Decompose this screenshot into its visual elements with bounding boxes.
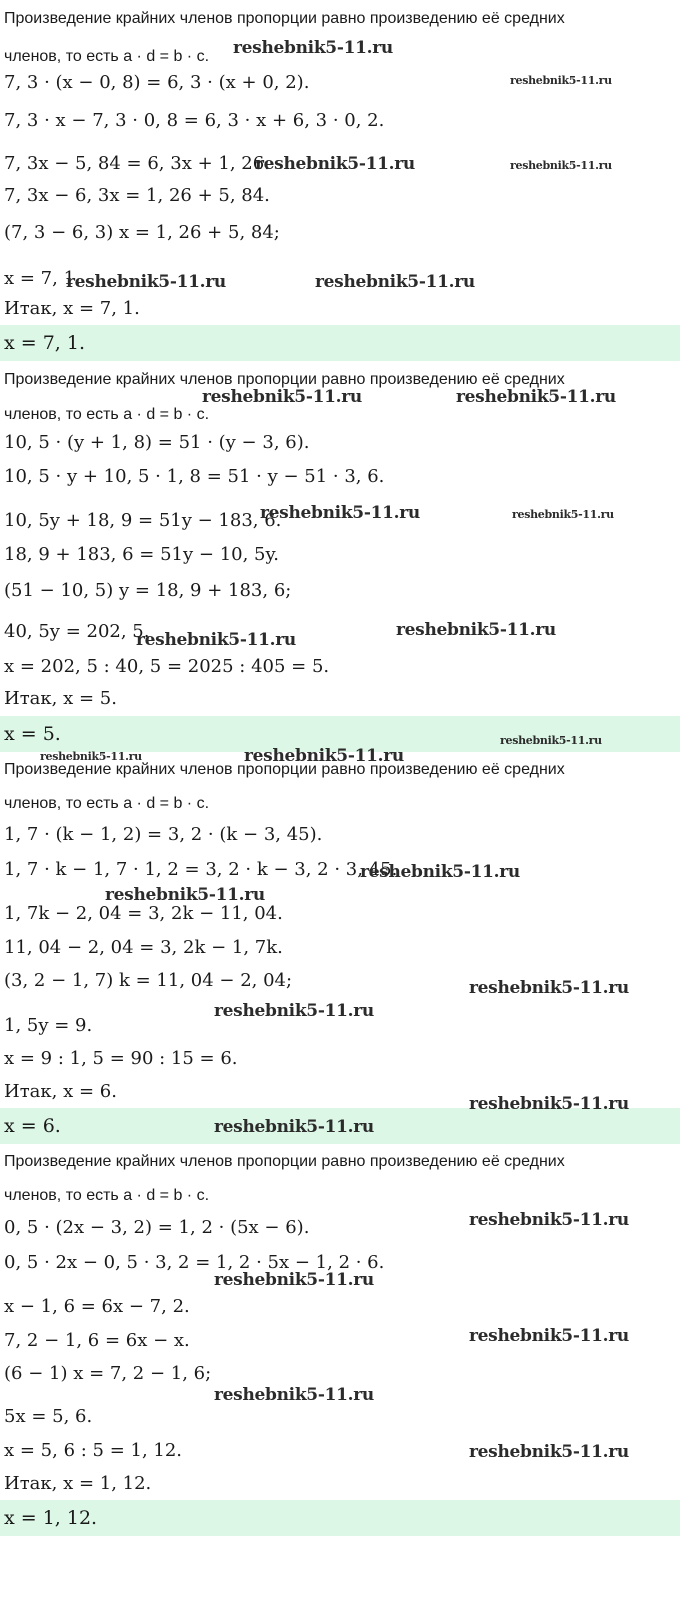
step-line: 1, 7 · (k − 1, 2) = 3, 2 · (k − 3, 45). bbox=[4, 824, 323, 845]
intro-text-line-1: Произведение крайних членов пропорции равно произведению её средних bbox=[4, 10, 565, 27]
step-line: 5x = 5, 6. bbox=[4, 1406, 93, 1427]
answer-text: x = 5. bbox=[4, 723, 61, 745]
answer-text: x = 1, 12. bbox=[4, 1507, 98, 1529]
watermark: reshebnik5-11.ru bbox=[136, 630, 296, 650]
watermark: reshebnik5-11.ru bbox=[255, 154, 415, 174]
step-line: 1, 7 · k − 1, 7 · 1, 2 = 3, 2 · k − 3, 2 · 3, 45. bbox=[4, 859, 398, 880]
watermark: reshebnik5-11.ru bbox=[469, 1326, 629, 1346]
step-line: 1, 7k − 2, 04 = 3, 2k − 11, 04. bbox=[4, 903, 283, 924]
step-line: x = 202, 5 : 40, 5 = 2025 : 405 = 5. bbox=[4, 656, 330, 677]
watermark: reshebnik5-11.ru bbox=[500, 734, 602, 747]
step-line: x = 9 : 1, 5 = 90 : 15 = 6. bbox=[4, 1048, 238, 1069]
intro-text-line-1: Произведение крайних членов пропорции равно произведению её средних bbox=[4, 1153, 565, 1170]
watermark: reshebnik5-11.ru bbox=[214, 1270, 374, 1290]
watermark: reshebnik5-11.ru bbox=[260, 503, 420, 523]
watermark: reshebnik5-11.ru bbox=[510, 159, 612, 172]
step-line: 0, 5 · (2x − 3, 2) = 1, 2 · (5x − 6). bbox=[4, 1217, 310, 1238]
step-line: 7, 3 · (x − 0, 8) = 6, 3 · (x + 0, 2). bbox=[4, 72, 310, 93]
watermark: reshebnik5-11.ru bbox=[244, 746, 404, 766]
step-line: 40, 5y = 202, 5. bbox=[4, 621, 150, 642]
step-line: (51 − 10, 5) y = 18, 9 + 183, 6; bbox=[4, 580, 292, 601]
answer-text: x = 6. bbox=[4, 1115, 61, 1137]
watermark: reshebnik5-11.ru bbox=[315, 272, 475, 292]
answer-box bbox=[0, 1500, 680, 1536]
step-line: (6 − 1) x = 7, 2 − 1, 6; bbox=[4, 1363, 212, 1384]
conclusion-line: Итак, x = 1, 12. bbox=[4, 1473, 152, 1494]
watermark: reshebnik5-11.ru bbox=[105, 885, 265, 905]
step-line: 1, 5y = 9. bbox=[4, 1015, 93, 1036]
step-line: x = 7, 1. bbox=[4, 268, 81, 289]
step-line: x = 5, 6 : 5 = 1, 12. bbox=[4, 1440, 183, 1461]
step-line: 10, 5 · (y + 1, 8) = 51 · (y − 3, 6). bbox=[4, 432, 310, 453]
step-line: 18, 9 + 183, 6 = 51y − 10, 5y. bbox=[4, 544, 280, 565]
intro-text-line-2: членов, то есть a · d = b · c. bbox=[4, 1187, 210, 1204]
step-line: 7, 3x − 5, 84 = 6, 3x + 1, 26. bbox=[4, 153, 270, 174]
watermark: reshebnik5-11.ru bbox=[202, 387, 362, 407]
step-line: 10, 5 · y + 10, 5 · 1, 8 = 51 · y − 51 · 3, 6. bbox=[4, 466, 385, 487]
watermark: reshebnik5-11.ru bbox=[233, 38, 393, 58]
answer-box bbox=[0, 325, 680, 361]
watermark: reshebnik5-11.ru bbox=[469, 1094, 629, 1114]
watermark: reshebnik5-11.ru bbox=[214, 1001, 374, 1021]
intro-text-line-1: Произведение крайних членов пропорции равно произведению её средних bbox=[4, 371, 565, 388]
watermark: reshebnik5-11.ru bbox=[66, 272, 226, 292]
intro-text-line-2: членов, то есть a · d = b · c. bbox=[4, 406, 210, 423]
step-line: 7, 3 · x − 7, 3 · 0, 8 = 6, 3 · x + 6, 3 · 0, 2. bbox=[4, 110, 385, 131]
watermark: reshebnik5-11.ru bbox=[396, 620, 556, 640]
step-line: 7, 3x − 6, 3x = 1, 26 + 5, 84. bbox=[4, 185, 270, 206]
conclusion-line: Итак, x = 5. bbox=[4, 688, 117, 709]
watermark: reshebnik5-11.ru bbox=[456, 387, 616, 407]
watermark: reshebnik5-11.ru bbox=[214, 1117, 374, 1137]
conclusion-line: Итак, x = 7, 1. bbox=[4, 298, 140, 319]
step-line: 10, 5y + 18, 9 = 51y − 183, 6. bbox=[4, 510, 282, 531]
step-line: (7, 3 − 6, 3) x = 1, 26 + 5, 84; bbox=[4, 222, 280, 243]
step-line: 0, 5 · 2x − 0, 5 · 3, 2 = 1, 2 · 5x − 1, 2 · 6. bbox=[4, 1252, 385, 1273]
watermark: reshebnik5-11.ru bbox=[214, 1385, 374, 1405]
watermark: reshebnik5-11.ru bbox=[510, 74, 612, 87]
intro-text-line-1: Произведение крайних членов пропорции равно произведению её средних bbox=[4, 761, 565, 778]
watermark: reshebnik5-11.ru bbox=[469, 978, 629, 998]
conclusion-line: Итак, x = 6. bbox=[4, 1081, 117, 1102]
step-line: 11, 04 − 2, 04 = 3, 2k − 1, 7k. bbox=[4, 937, 283, 958]
step-line: (3, 2 − 1, 7) k = 11, 04 − 2, 04; bbox=[4, 970, 293, 991]
answer-text: x = 7, 1. bbox=[4, 332, 86, 354]
watermark: reshebnik5-11.ru bbox=[469, 1210, 629, 1230]
step-line: 7, 2 − 1, 6 = 6x − x. bbox=[4, 1330, 190, 1351]
intro-text-line-2: членов, то есть a · d = b · c. bbox=[4, 48, 210, 65]
watermark: reshebnik5-11.ru bbox=[360, 862, 520, 882]
watermark: reshebnik5-11.ru bbox=[469, 1442, 629, 1462]
step-line: x − 1, 6 = 6x − 7, 2. bbox=[4, 1296, 190, 1317]
intro-text-line-2: членов, то есть a · d = b · c. bbox=[4, 795, 210, 812]
watermark: reshebnik5-11.ru bbox=[512, 508, 614, 521]
watermark: reshebnik5-11.ru bbox=[40, 750, 142, 763]
